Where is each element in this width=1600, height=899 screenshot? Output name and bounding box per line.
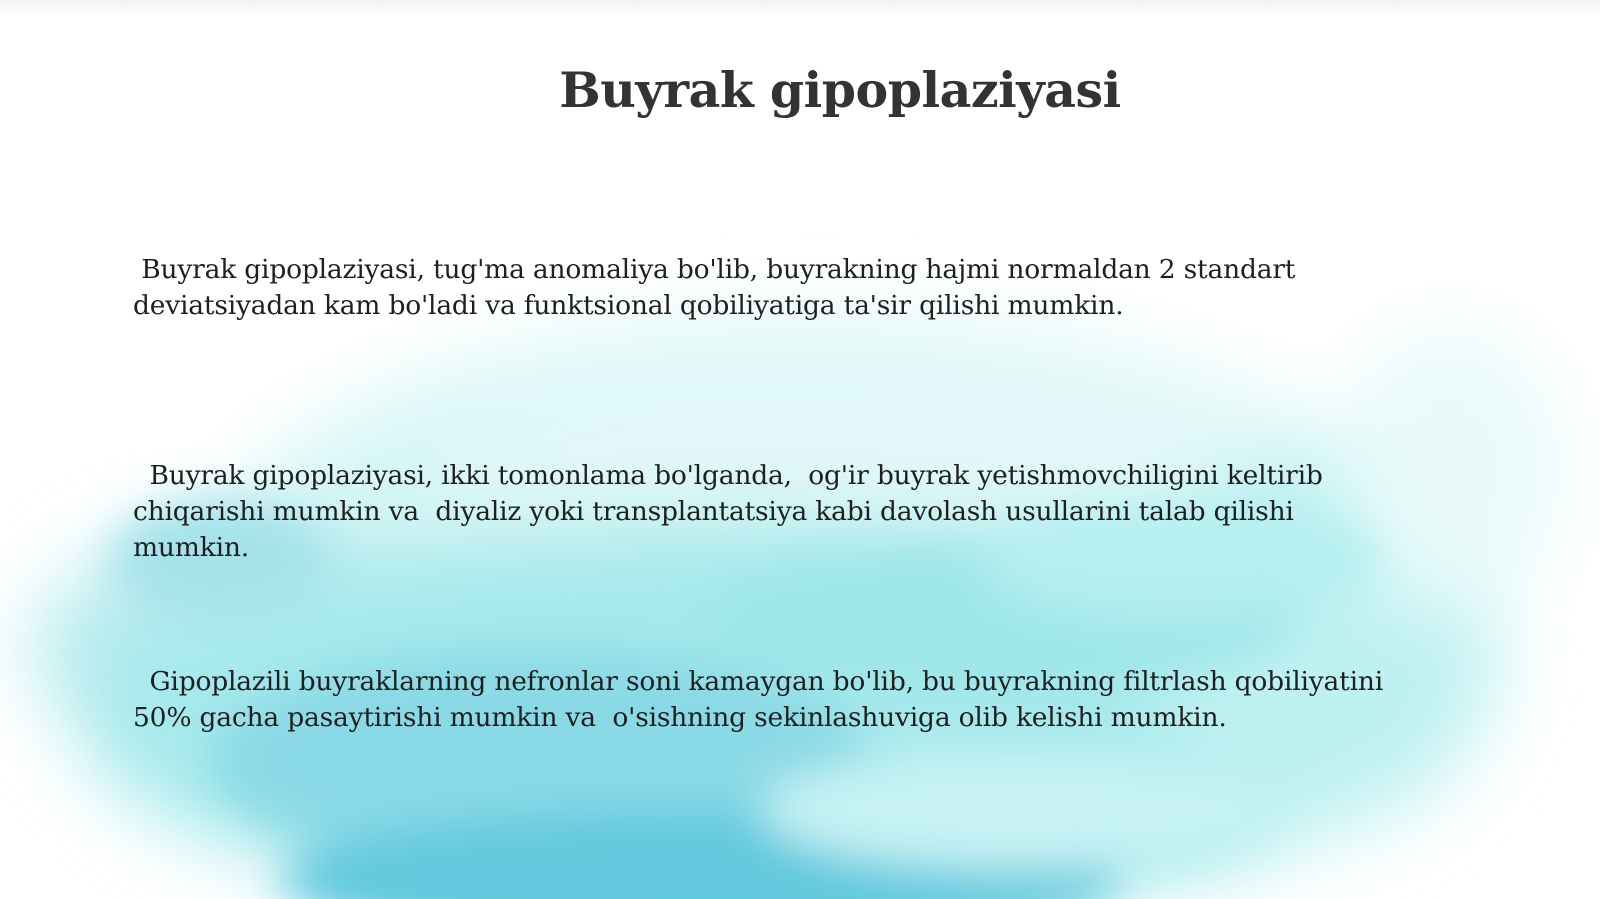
paragraph-line: 50% gacha pasaytirishi mumkin va o'sishning sekinlashuviga olib kelishi mumkin. — [133, 702, 1227, 733]
paragraph-line: chiqarishi mumkin va diyaliz yoki transplantatsiya kabi davolash usullarini talab qilishi — [133, 496, 1294, 527]
paragraph-line: Gipoplazili buyraklarning nefronlar soni kamaygan bo'lib, bu buyrakning filtrlash qobiliyatini — [133, 666, 1383, 697]
paragraph-line: Buyrak gipoplaziyasi, ikki tomonlama bo'lganda, og'ir buyrak yetishmovchiligini keltirib — [133, 460, 1323, 491]
paragraph-line: mumkin. — [133, 532, 249, 563]
slide-title: Buyrak gipoplaziyasi — [559, 61, 1121, 119]
paragraph-line: deviatsiyadan kam bo'ladi va funktsional qobiliyatiga ta'sir qilishi mumkin. — [133, 290, 1124, 321]
paragraph-line: Buyrak gipoplaziyasi, tug'ma anomaliya bo'lib, buyrakning hajmi normaldan 2 standart — [133, 254, 1296, 285]
paragraph-definition — [133, 252, 1513, 324]
paragraph-nephrons — [133, 664, 1513, 736]
paragraph-bilateral — [133, 458, 1513, 566]
